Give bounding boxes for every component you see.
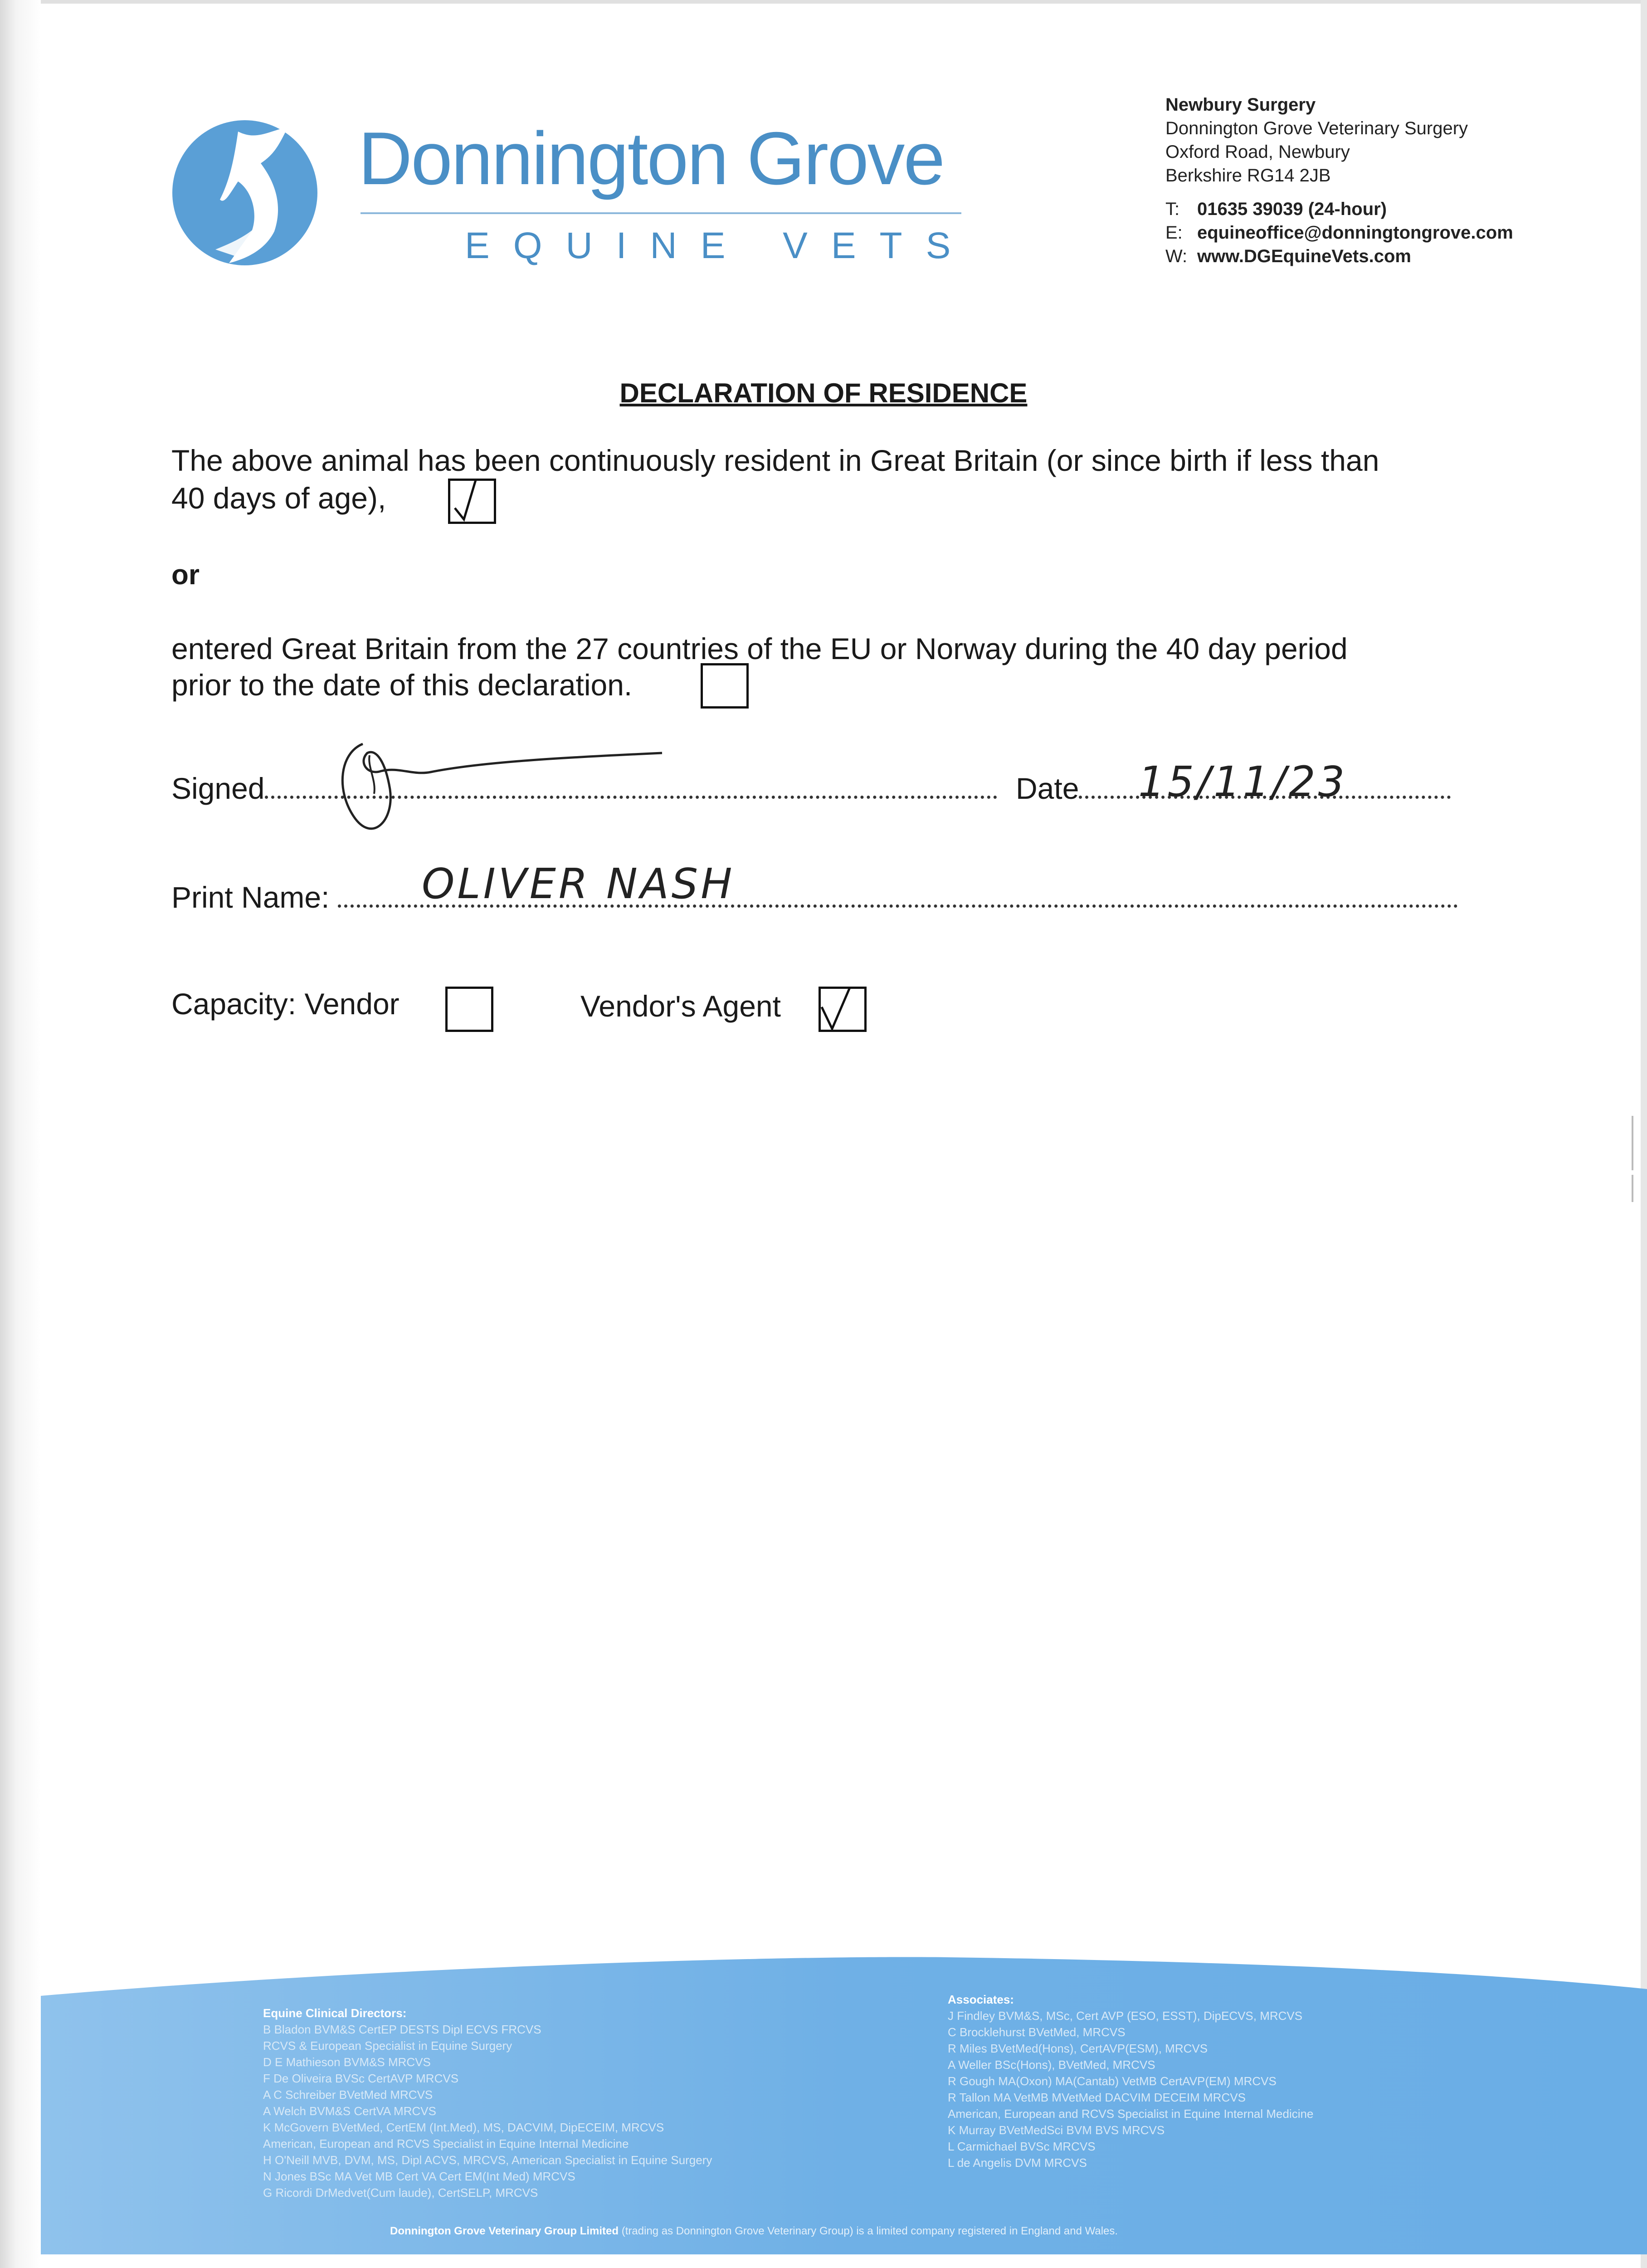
- associate-entry: K Murray BVetMedSci BVM BVS MRCVS: [948, 2123, 1165, 2137]
- scan-mark: [1632, 1116, 1633, 1170]
- capacity-label: Capacity: Vendor: [171, 987, 400, 1021]
- contact-block: [1165, 197, 1513, 268]
- brand-subtitle: EQUINE VETS: [465, 225, 975, 266]
- horse-logo-icon: [170, 113, 320, 268]
- director-entry: G Ricordi DrMedvet(Cum laude), CertSELP, MRCVS: [263, 2186, 538, 2200]
- scan-right-edge: [1641, 0, 1647, 2268]
- address-heading: Newbury Surgery: [1165, 95, 1316, 115]
- associate-entry: L Carmichael BVSc MRCVS: [948, 2140, 1096, 2153]
- checkmark-icon: [450, 481, 494, 522]
- form-title: DECLARATION OF RESIDENCE: [619, 378, 1028, 408]
- print-name-label: Print Name:: [171, 880, 330, 914]
- signed-label: Signed: [171, 772, 265, 805]
- scan-top-edge: [0, 0, 1647, 4]
- associate-entry: American, European and RCVS Specialist in Equine Internal Medicine: [948, 2107, 1314, 2121]
- director-entry: N Jones BSc MA Vet MB Cert VA Cert EM(Int Med) MRCVS: [263, 2170, 575, 2183]
- associate-entry: R Miles BVetMed(Hons), CertAVP(ESM), MRCVS: [948, 2042, 1208, 2055]
- company-note: (trading as Donnington Grove Veterinary Group) is a limited company registered in England and Wales.: [621, 2225, 1118, 2237]
- option1-text-line1: The above animal has been continuously resident in Great Britain (or since birth if less than: [171, 444, 1379, 477]
- director-entry: American, European and RCVS Specialist in Equine Internal Medicine: [263, 2137, 629, 2151]
- associates-heading: Associates:: [948, 1993, 1014, 2006]
- scan-left-edge: [0, 0, 41, 2268]
- address-line: Donnington Grove Veterinary Surgery: [1165, 118, 1468, 138]
- director-entry: RCVS & European Specialist in Equine Surgery: [263, 2039, 512, 2053]
- signature-drawing: [336, 735, 667, 853]
- associate-entry: J Findley BVM&S, MSc, Cert AVP (ESO, ESST), DipECVS, MRCVS: [948, 2009, 1303, 2023]
- or-separator: or: [171, 559, 200, 591]
- phone-value: 01635 39039 (24-hour): [1197, 199, 1387, 219]
- associate-entry: R Gough MA(Oxon) MA(Cantab) VetMB CertAVP(EM) MRCVS: [948, 2074, 1277, 2088]
- date-value: 15/11/23: [1138, 758, 1348, 806]
- directors-list: [263, 2005, 712, 2201]
- email-value: equineoffice@donningtongrove.com: [1197, 223, 1513, 243]
- vendor-agent-label: Vendor's Agent: [580, 989, 781, 1023]
- contact-label: E:: [1165, 223, 1183, 243]
- director-entry: B Bladon BVM&S CertEP DESTS Dipl ECVS FRCVS: [263, 2023, 541, 2036]
- print-name-value: OLIVER NASH: [422, 860, 735, 908]
- contact-label: T:: [1165, 199, 1180, 219]
- director-entry: K McGovern BVetMed, CertEM (Int.Med), MS, DACVIM, DipECEIM, MRCVS: [263, 2121, 664, 2134]
- website-value: www.DGEquineVets.com: [1197, 246, 1411, 266]
- option1-checkbox[interactable]: [448, 479, 496, 524]
- director-entry: F De Oliveira BVSc CertAVP MRCVS: [263, 2072, 459, 2085]
- director-entry: H O'Neill MVB, DVM, MS, Dipl ACVS, MRCVS, American Specialist in Equine Surgery: [263, 2153, 712, 2167]
- footer: [41, 1946, 1647, 2268]
- option2-checkbox[interactable]: [701, 663, 749, 709]
- associate-entry: L de Angelis DVM MRCVS: [948, 2156, 1087, 2170]
- address-block: [1165, 93, 1468, 187]
- date-label: Date: [1016, 772, 1079, 805]
- vendor-agent-checkbox[interactable]: [819, 987, 867, 1032]
- contact-label: W:: [1165, 246, 1188, 266]
- contact-phone: [1165, 197, 1513, 221]
- address-line: Oxford Road, Newbury: [1165, 142, 1350, 162]
- option2-text-line1: entered Great Britain from the 27 countries of the EU or Norway during the 40 day period: [171, 632, 1348, 665]
- vendor-checkbox[interactable]: [445, 987, 493, 1032]
- address-line: Berkshire RG14 2JB: [1165, 166, 1331, 186]
- print-name-row: [171, 880, 1458, 914]
- directors-heading: Equine Clinical Directors:: [263, 2006, 407, 2020]
- associate-entry: C Brocklehurst BVetMed, MRCVS: [948, 2025, 1126, 2039]
- contact-website: [1165, 244, 1513, 268]
- contact-email: [1165, 221, 1513, 244]
- director-entry: A C Schreiber BVetMed MRCVS: [263, 2088, 433, 2102]
- option2-text-line2: prior to the date of this declaration.: [171, 668, 633, 702]
- director-entry: D E Mathieson BVM&S MRCVS: [263, 2055, 431, 2069]
- checkmark-icon: [821, 989, 864, 1030]
- scan-mark: [1632, 1175, 1633, 1202]
- associate-entry: R Tallon MA VetMB MVetMed DACVIM DECEIM MRCVS: [948, 2091, 1246, 2104]
- associate-entry: A Weller BSc(Hons), BVetMed, MRCVS: [948, 2058, 1155, 2072]
- associates-list: [948, 1991, 1313, 2171]
- company-footer-line: [390, 2225, 1118, 2238]
- option1-text-line2: 40 days of age),: [171, 481, 386, 515]
- company-name: Donnington Grove Veterinary Group Limited: [390, 2225, 619, 2237]
- director-entry: A Welch BVM&S CertVA MRCVS: [263, 2104, 436, 2118]
- brand-divider: [361, 212, 961, 214]
- brand-name: Donnington Grove: [358, 117, 944, 200]
